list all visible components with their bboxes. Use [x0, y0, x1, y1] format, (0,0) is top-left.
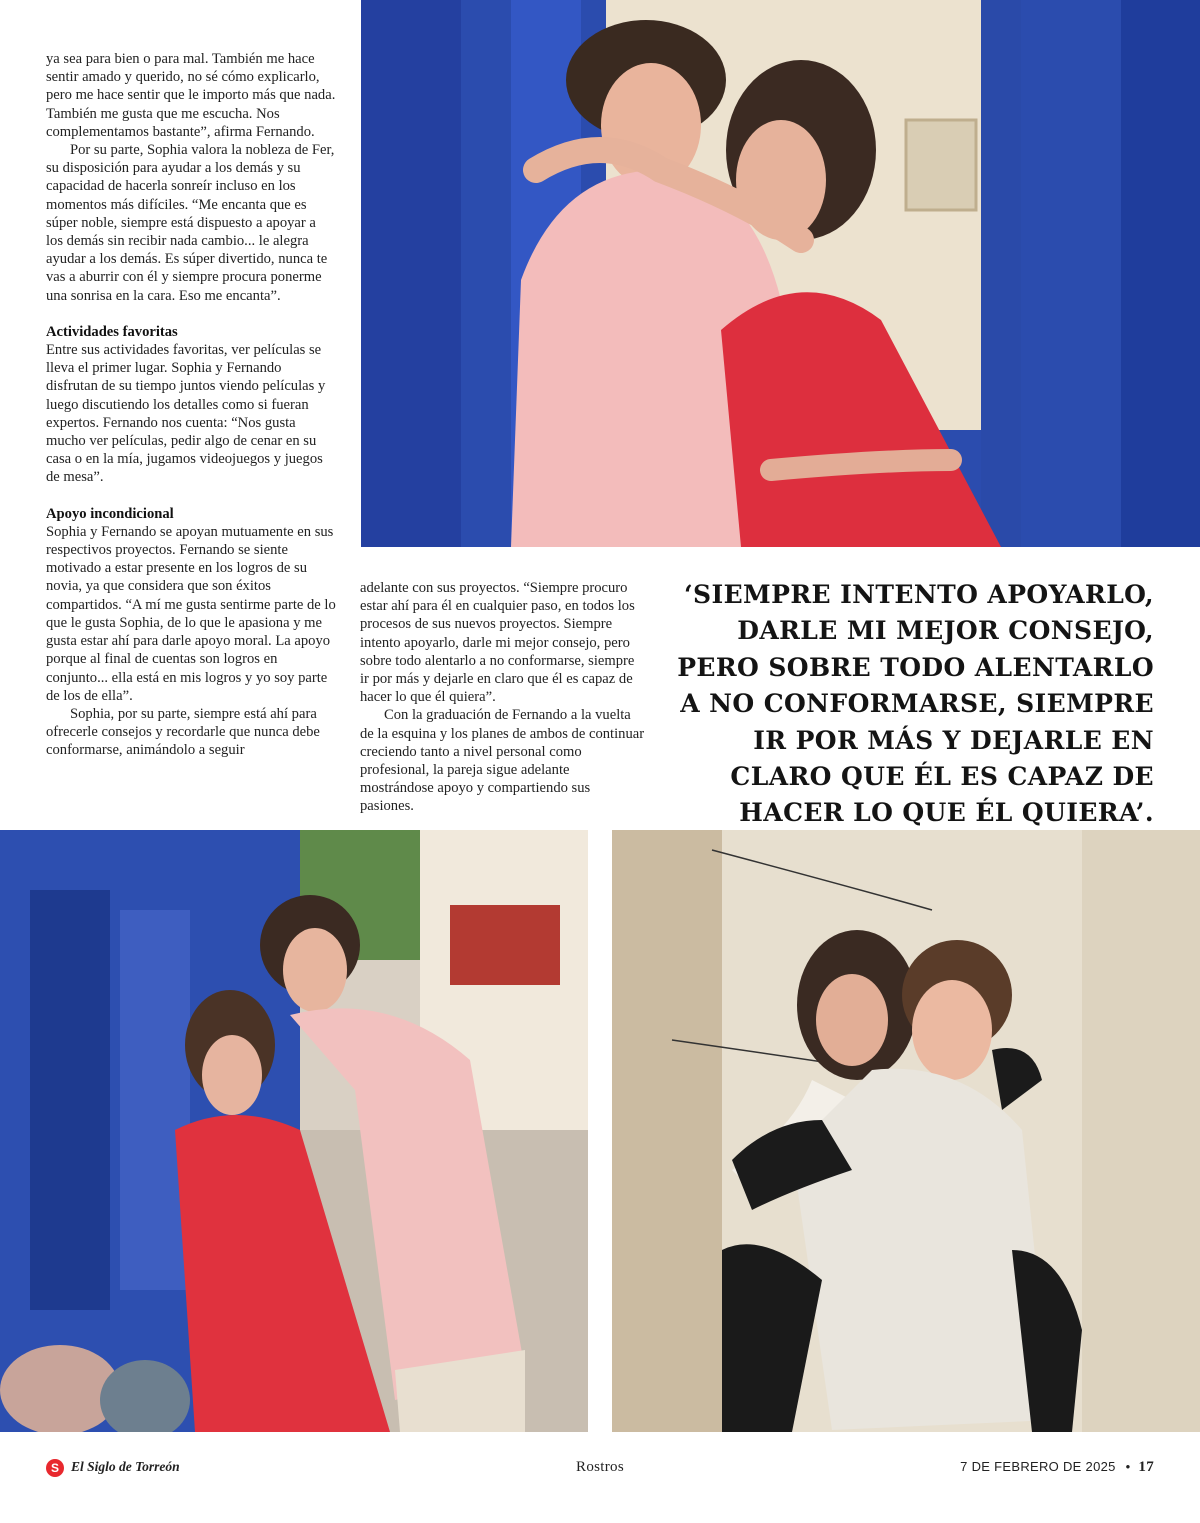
- paragraph: Con la graduación de Fernando a la vuelta de la esquina y los planes de ambos de continuar creciendo tanto a nivel personal como profesional, la pareja sigue adelante mostrándose apoyo y compartiendo sus pasiones.: [360, 707, 645, 815]
- photo-couple-piggyback: [612, 830, 1200, 1432]
- article-column-1: [46, 50, 336, 760]
- paragraph: Sophia y Fernando se apoyan mutuamente en sus respectivos proyectos. Fernando se siente motivado a estar presente en los logros de su novia, ya que considera que son éxitos compartidos. “A mí me gusta sentirme parte de lo que le gusta Sophia, de lo que le apasiona y me gusta estar ahí para darle apoyo moral. La apoyo porque al final de cuentas son logros en conjunto... ella está en mis logros y yo soy parte de los de ella”.: [46, 523, 336, 704]
- subheading-apoyo: Apoyo incondicional: [46, 505, 174, 522]
- paragraph: Por su parte, Sophia valora la nobleza de Fer, su disposición para ayudar a los demás y su capacidad de hacerla sonreír incluso en los momentos más difíciles. “Me encanta que es súper noble, siempre está dispuesto a apoyar a los demás sin recibir nada cambio... le alegra ayudar a los demás. Es súper divertido, nunca te vas a aburrir con él y siempre procura ponerme una sonrisa en la cara. Eso me encanta”.: [46, 142, 335, 304]
- issue-date: 7 DE FEBRERO DE 2025: [960, 1459, 1116, 1474]
- article-column-2: [360, 579, 646, 816]
- issue-date-and-page: [960, 1459, 1154, 1476]
- footer-separator: •: [1125, 1459, 1131, 1474]
- newspaper-name: El Siglo de Torreón: [71, 1459, 180, 1474]
- page-number: 17: [1138, 1459, 1154, 1475]
- photo-illustration: [0, 830, 588, 1432]
- paragraph: Entre sus actividades favoritas, ver películas se lleva el primer lugar. Sophia y Fernando disfrutan de su tiempo juntos viendo películas y luego discutiendo los detalles como si fueran expertos. Fernando nos cuenta: “Nos gusta mucho ver películas, pedir algo de cenar en su casa o en la mía, jugamos videojuegos y juegos de mesa”.: [46, 342, 326, 486]
- photo-illustration: [612, 830, 1200, 1432]
- paragraph: adelante con sus proyectos. “Siempre procuro estar ahí para él en cualquier paso, en todos los procesos de sus nuevos proyectos. Siempre intento apoyarlo, darle mi mejor consejo, pero sobre todo alentarlo a no conformarse, siempre ir por más y dejarle en claro que él es capaz de hacer lo que él quiera”.: [360, 580, 635, 706]
- paragraph: ya sea para bien o para mal. También me hace sentir amado y querido, no sé cómo explicarlo, pero me hace sentir que le importo más que nada. También me gusta que me escucha. Nos complementamos bastante”, afirma Fernando.: [46, 51, 336, 140]
- photo-couple-street: [0, 830, 588, 1432]
- newspaper-logo-icon: S: [46, 1459, 64, 1477]
- photo-illustration: [361, 0, 1200, 547]
- photo-couple-doorway: [361, 0, 1200, 547]
- paragraph: Sophia, por su parte, siempre está ahí para ofrecerle consejos y recordarle que nunca debe conformarse, animándolo a seguir: [46, 705, 320, 759]
- page-footer: [0, 1455, 1200, 1485]
- subheading-actividades: Actividades favoritas: [46, 323, 178, 340]
- section-name: Rostros: [576, 1459, 624, 1475]
- pull-quote: ‘SIEMPRE INTENTO APOYARLO, DARLE MI MEJOR CONSEJO, PERO SOBRE TODO ALENTARLO A NO CONFORMARSE, SIEMPRE IR POR MÁS Y DEJARLE EN CLARO QUE ÉL ES CAPAZ DE HACER LO QUE ÉL QUIERA’.: [677, 580, 1154, 828]
